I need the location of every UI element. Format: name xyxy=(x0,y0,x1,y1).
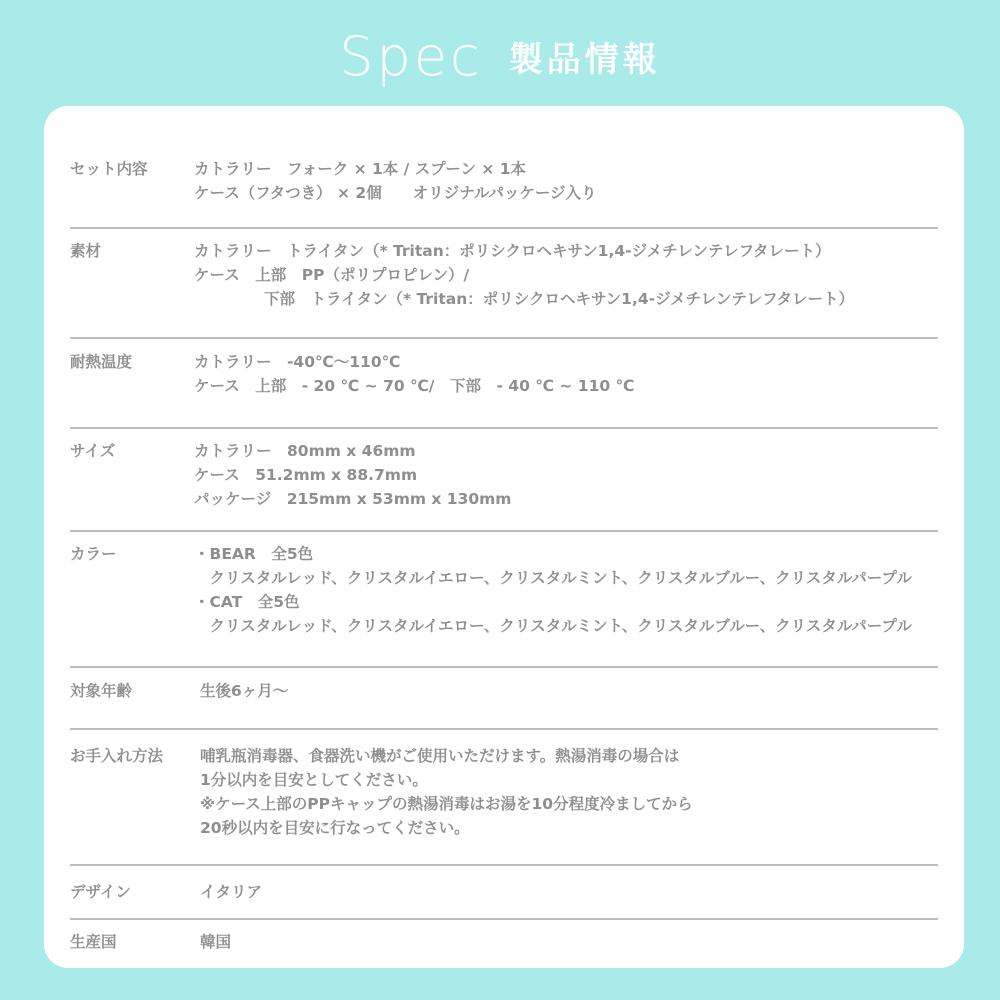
value-line: ケース 上部 - 20 ℃ ~ 70 ℃/ 下部 - 40 ℃ ~ 110 ℃ xyxy=(194,377,635,395)
spec-table xyxy=(70,146,938,970)
value-line: ケース 上部 PP（ポリプロピレン）/ xyxy=(194,266,470,284)
spec-row-material xyxy=(70,229,938,339)
row-label: サイズ xyxy=(70,442,116,460)
row-label: 素材 xyxy=(70,242,102,260)
value-line: カトラリー 80mm x 46mm xyxy=(194,442,416,460)
row-label: 対象年齢 xyxy=(70,682,133,700)
value-line: 20秒以内を目安に行なってください。 xyxy=(200,819,470,837)
spec-row-contents xyxy=(70,146,938,229)
value-line: クリスタルレッド、クリスタルイエロー、クリスタルミント、クリスタルブルー、クリスタルパープル xyxy=(194,617,912,635)
product-info-title: 製品情報 xyxy=(508,40,661,80)
value-line: クリスタルレッド、クリスタルイエロー、クリスタルミント、クリスタルブルー、クリスタルパープル xyxy=(194,569,912,587)
row-value xyxy=(194,880,938,904)
row-label: 生産国 xyxy=(70,933,117,951)
value-line: 生後6ヶ月〜 xyxy=(200,682,289,700)
value-line: カトラリー トライタン（* Tritan：ポリシクロヘキサン1,4-ジメチレンテレフタレート） xyxy=(194,242,831,260)
row-value xyxy=(194,542,938,638)
spec-row-color xyxy=(70,532,938,668)
page-header xyxy=(0,22,1000,92)
row-label: 耐熱温度 xyxy=(70,353,133,371)
row-value xyxy=(194,679,938,703)
value-line: ・CAT 全5色 xyxy=(194,593,300,611)
value-line: ・BEAR 全5色 xyxy=(194,545,314,563)
row-label: セット内容 xyxy=(70,160,148,178)
row-value xyxy=(194,157,938,205)
value-line: 下部 トライタン（* Tritan：ポリシクロヘキサン1,4-ジメチレンテレフタレート） xyxy=(264,290,855,308)
spec-title: Spec xyxy=(339,25,483,88)
value-line: パッケージ 215mm x 53mm x 130mm xyxy=(194,490,512,508)
value-line: 韓国 xyxy=(200,933,232,951)
spec-row-country xyxy=(70,920,938,970)
row-label: デザイン xyxy=(70,883,131,901)
row-value xyxy=(194,439,938,511)
value-line: カトラリー フォーク × 1本 / スプーン × 1本 xyxy=(194,160,527,178)
value-line: 哺乳瓶消毒器、食器洗い機がご使用いただけます。熱湯消毒の場合は xyxy=(200,747,680,765)
spec-row-heat-resistance xyxy=(70,339,938,429)
row-label: お手入れ方法 xyxy=(70,747,164,765)
value-line: ※ケース上部のPPキャップの熱湯消毒はお湯を10分程度冷ましてから xyxy=(200,795,693,813)
row-label: カラー xyxy=(70,545,117,563)
value-line: ケース（フタつき） × 2個 オリジナルパッケージ入り xyxy=(194,184,597,202)
row-value xyxy=(194,350,938,398)
spec-row-care xyxy=(70,730,938,866)
spec-row-design xyxy=(70,866,938,920)
spec-row-age xyxy=(70,668,938,730)
spec-card xyxy=(44,106,964,968)
value-line: 1分以内を目安としてください。 xyxy=(200,771,428,789)
row-value xyxy=(194,930,938,954)
row-value xyxy=(194,744,938,840)
value-line: ケース 51.2mm x 88.7mm xyxy=(194,466,418,484)
value-line: カトラリー -40℃〜110℃ xyxy=(194,353,401,371)
row-value xyxy=(194,239,938,311)
value-line: イタリア xyxy=(200,883,263,901)
spec-row-size xyxy=(70,429,938,532)
